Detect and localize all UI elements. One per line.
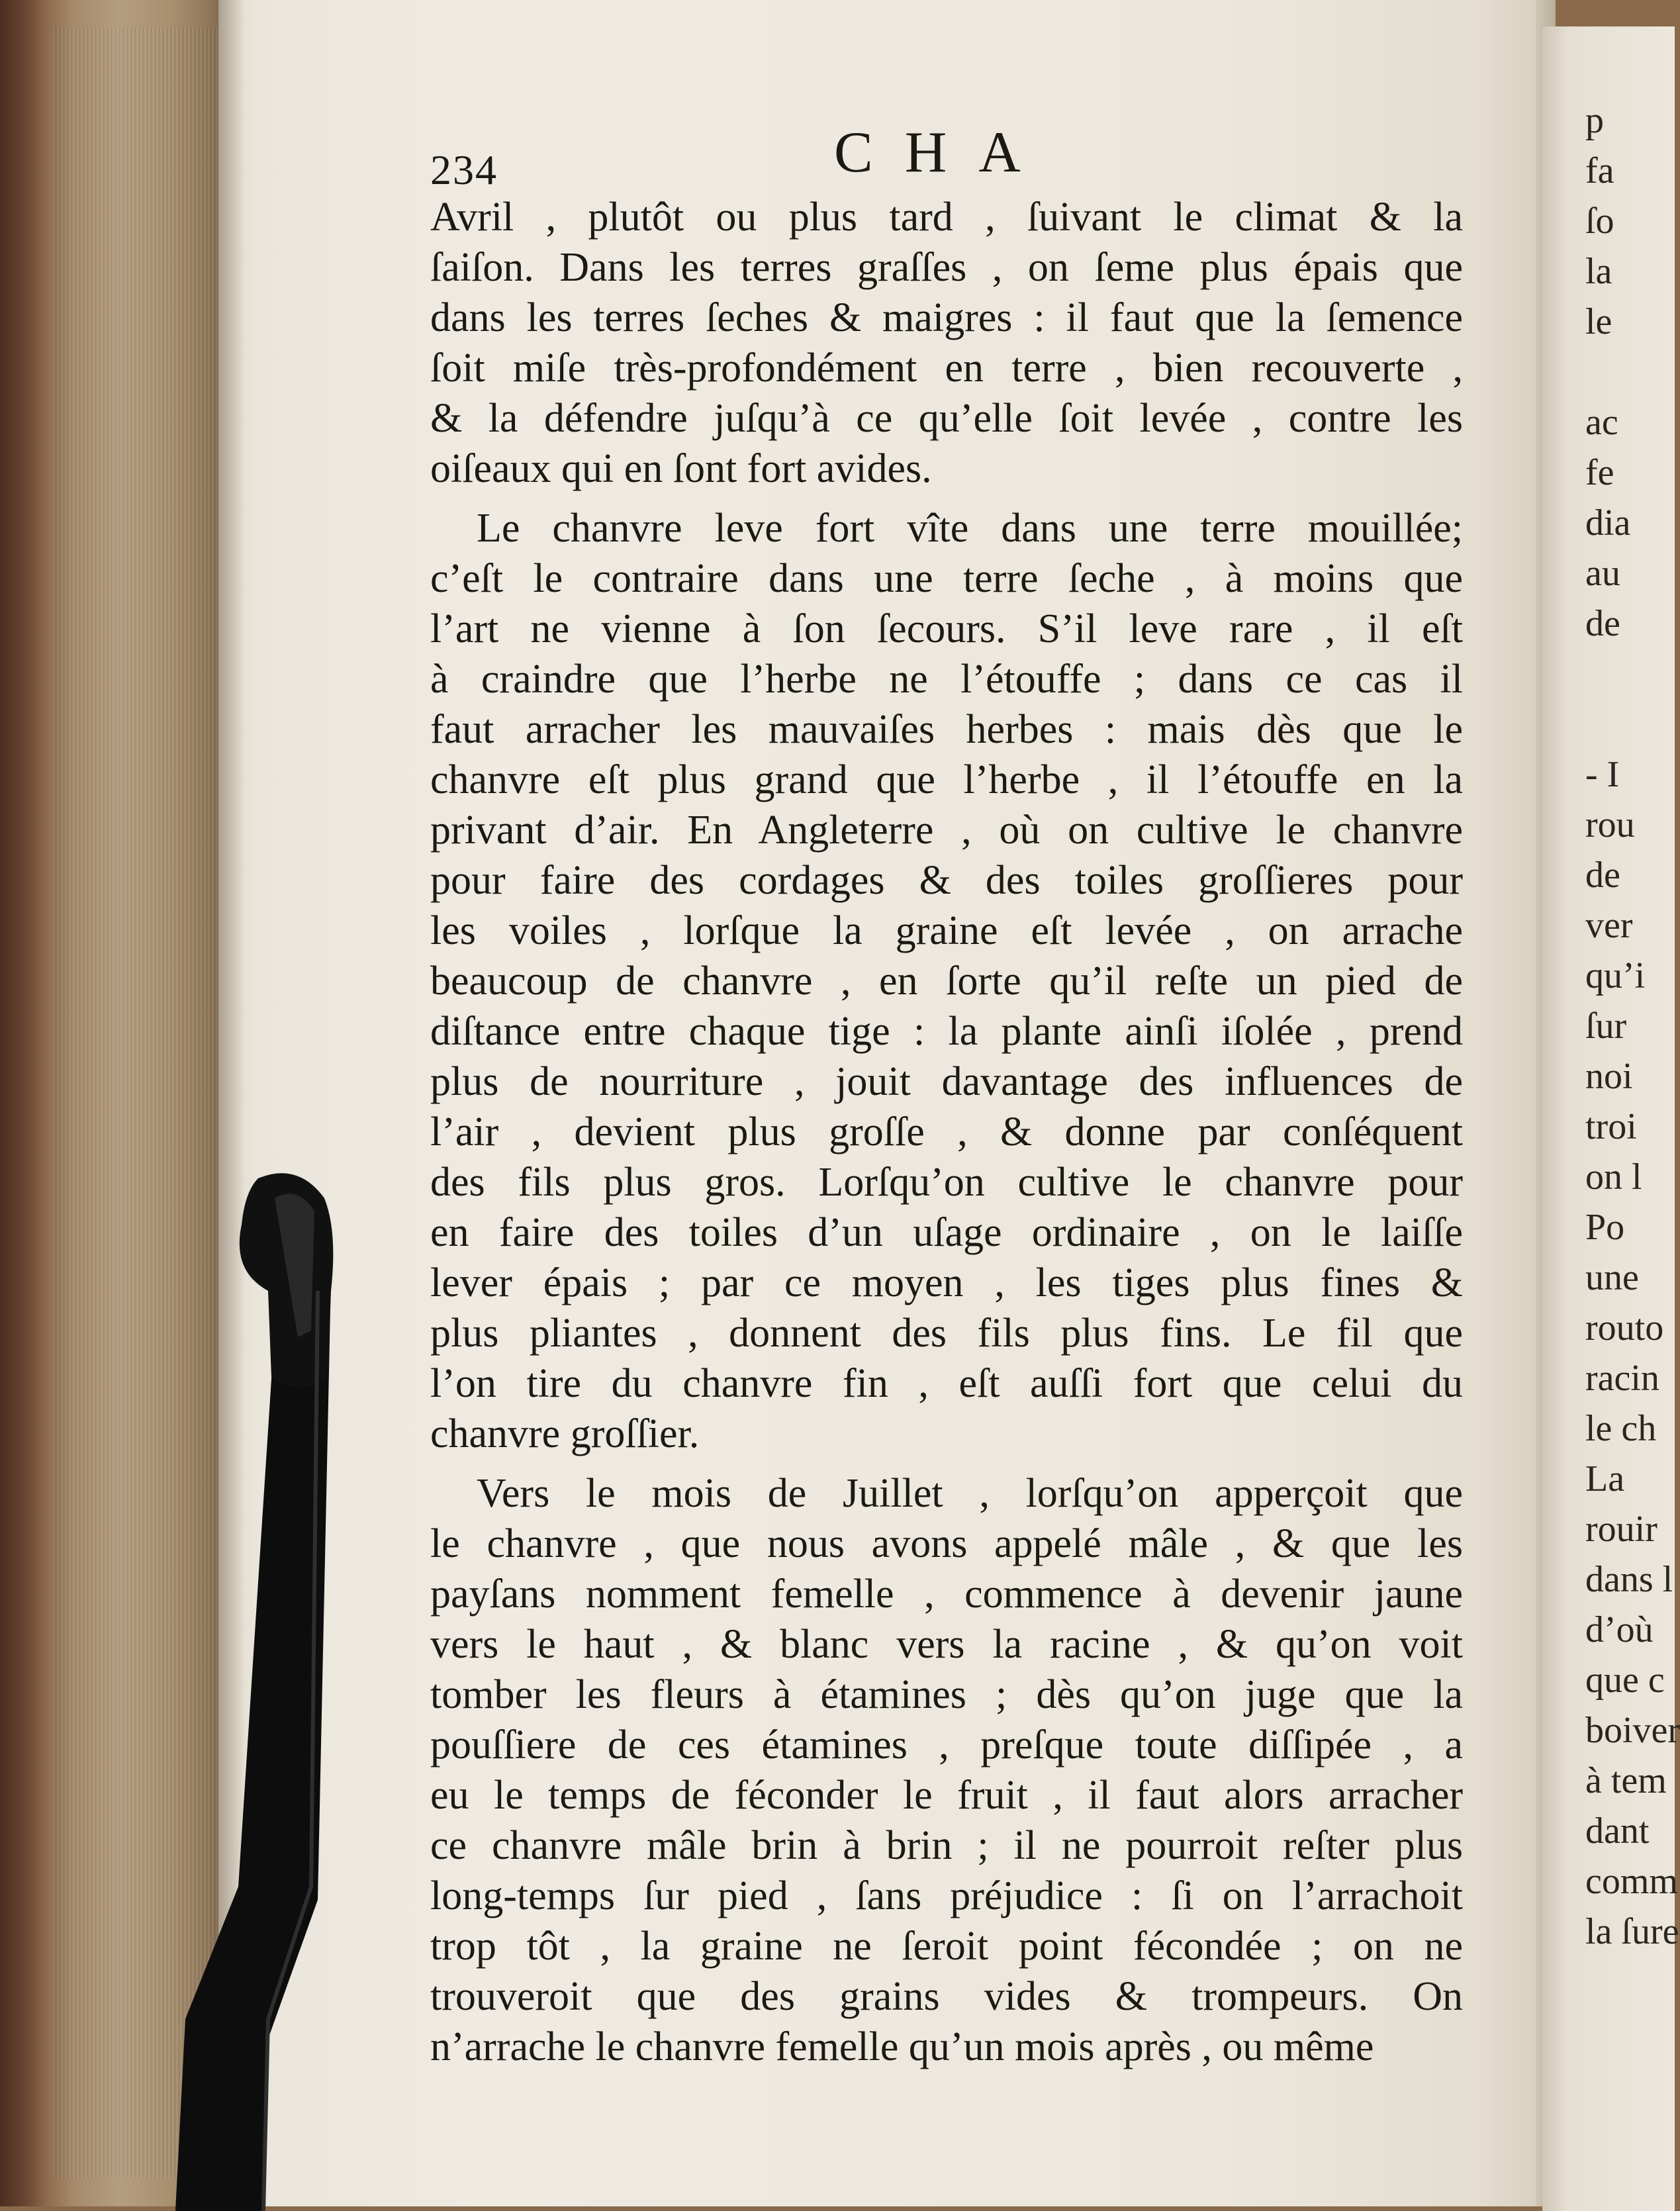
text-line: diſtance entre chaque tige : la plante ainſi iſolée , prend	[430, 1009, 1463, 1054]
text-line: le chanvre , que nous avons appelé mâle , & que les	[430, 1521, 1463, 1566]
text-line: Avril , plutôt ou plus tard , ſuivant le climat & la	[430, 195, 1463, 240]
text-line: à craindre que l’herbe ne l’étouffe ; dans ce cas il	[430, 657, 1463, 702]
right-page-fragment: ac	[1585, 402, 1618, 443]
text-line: Le chanvre leve fort vîte dans une terre mouillée;	[477, 506, 1463, 551]
right-page-fragment: noi	[1585, 1056, 1633, 1097]
right-page-fragment: qu’i	[1585, 955, 1646, 996]
right-page-fragment: au	[1585, 553, 1620, 594]
right-page-fragment: la ſure	[1585, 1911, 1679, 1952]
right-page-fragment: ſo	[1585, 201, 1614, 242]
right-page-fragment: la	[1585, 251, 1612, 292]
text-line: l’on tire du chanvre fin , eſt auſſi fort que celui du	[430, 1361, 1463, 1406]
text-line: pouſſiere de ces étamines , preſque toute diſſipée , a	[430, 1722, 1463, 1767]
right-page-fragment: troi	[1585, 1106, 1637, 1147]
body-text	[430, 192, 1463, 2072]
right-page-fragment: ſur	[1585, 1006, 1627, 1047]
bookmark-clip	[99, 1158, 351, 2211]
right-page-fragment: le ch	[1585, 1408, 1657, 1449]
right-page-fragment: comm	[1585, 1861, 1678, 1902]
page-number: 234	[430, 146, 498, 193]
right-page-fragment: fa	[1585, 150, 1614, 191]
text-line: chanvre groſſier.	[430, 1411, 700, 1456]
text-line: trouveroit que des grains vides & trompeurs. On	[430, 1974, 1463, 2019]
running-head: CHA	[834, 120, 1052, 185]
text-line: & la défendre juſqu’à ce qu’elle ſoit levée , contre les	[430, 396, 1463, 441]
text-line: payſans nomment femelle , commence à devenir jaune	[430, 1572, 1463, 1617]
text-line: tomber les fleurs à étamines ; dès qu’on juge que la	[430, 1672, 1463, 1717]
text-line: long-temps ſur pied , ſans préjudice : ſi on l’arrachoit	[430, 1873, 1463, 1918]
text-line: ce chanvre mâle brin à brin ; il ne pourroit reſter plus	[430, 1823, 1463, 1868]
right-page-fragment: de	[1585, 603, 1620, 644]
text-line: c’eſt le contraire dans une terre ſeche , à moins que	[430, 556, 1463, 601]
text-line: n’arrache le chanvre femelle qu’un mois après , ou même	[430, 2024, 1374, 2069]
right-page-fragment: rou	[1585, 804, 1635, 845]
text-line: Vers le mois de Juillet , lorſqu’on apperçoit que	[477, 1471, 1463, 1516]
text-line: plus pliantes , donnent des fils plus fins. Le fil que	[430, 1311, 1463, 1356]
text-line: l’air , devient plus groſſe , & donne par conſéquent	[430, 1109, 1463, 1154]
text-line: l’art ne vienne à ſon ſecours. S’il leve rare , il eſt	[430, 606, 1463, 651]
paragraph-gap	[430, 1459, 1463, 1468]
text-line: lever épais ; par ce moyen , les tiges plus fines &	[430, 1260, 1463, 1305]
right-page-fragment: Po	[1585, 1207, 1625, 1248]
right-page-fragment: - I	[1585, 754, 1620, 795]
right-page-fragment: ver	[1585, 905, 1633, 946]
text-line: plus de nourriture , jouit davantage des influences de	[430, 1059, 1463, 1104]
right-page-fragment: le	[1585, 301, 1612, 342]
text-line: vers le haut , & blanc vers la racine , & qu’on voit	[430, 1622, 1463, 1667]
right-page-fragment: on l	[1585, 1156, 1642, 1198]
right-page-fragment: rouir	[1585, 1509, 1657, 1550]
right-page-fragment: dia	[1585, 502, 1631, 543]
text-line: ſaiſon. Dans les terres graſſes , on ſeme plus épais que	[430, 245, 1463, 290]
right-page-fragment: La	[1585, 1458, 1625, 1499]
right-page-fragment: p	[1585, 100, 1604, 141]
text-line: beaucoup de chanvre , en ſorte qu’il reſte un pied de	[430, 959, 1463, 1004]
right-page-fragment: dans l	[1585, 1559, 1673, 1600]
text-line: oiſeaux qui en ſont fort avides.	[430, 446, 932, 491]
text-line: ſoit miſe très-profondément en terre , bien recouverte ,	[430, 346, 1463, 391]
right-page-fragment: à tem	[1585, 1760, 1667, 1801]
text-line: des fils plus gros. Lorſqu’on cultive le chanvre pour	[430, 1160, 1463, 1205]
paragraph-gap	[430, 494, 1463, 503]
text-line: en faire des toiles d’un uſage ordinaire , on le laiſſe	[430, 1210, 1463, 1255]
text-line: trop tôt , la graine ne ſeroit point fécondée ; on ne	[430, 1924, 1463, 1969]
right-page-fragment: fe	[1585, 452, 1614, 493]
right-page-fragment: de	[1585, 855, 1620, 896]
text-line: eu le temps de féconder le fruit , il faut alors arracher	[430, 1773, 1463, 1818]
right-page-fragment: boiver	[1585, 1710, 1680, 1751]
right-page-fragment: une	[1585, 1257, 1639, 1298]
text-line: privant d’air. En Angleterre , où on cultive le chanvre	[430, 808, 1463, 853]
text-line: chanvre eſt plus grand que l’herbe , il l’étouffe en la	[430, 757, 1463, 802]
text-line: faut arracher les mauvaiſes herbes : mais dès que le	[430, 707, 1463, 752]
right-page-fragment: racin	[1585, 1358, 1659, 1399]
right-page-fragment: que c	[1585, 1660, 1665, 1701]
right-page-fragment: routo	[1585, 1307, 1664, 1348]
page-header	[430, 119, 1489, 192]
text-line: les voiles , lorſque la graine eſt levée , on arrache	[430, 908, 1463, 953]
right-page-fragment: d’où	[1585, 1609, 1654, 1650]
text-line: pour faire des cordages & des toiles groſſieres pour	[430, 858, 1463, 903]
clip-arm	[175, 1278, 331, 2211]
right-page-fragment: dant	[1585, 1811, 1650, 1852]
text-line: dans les terres ſeches & maigres : il faut que la ſemence	[430, 295, 1463, 340]
